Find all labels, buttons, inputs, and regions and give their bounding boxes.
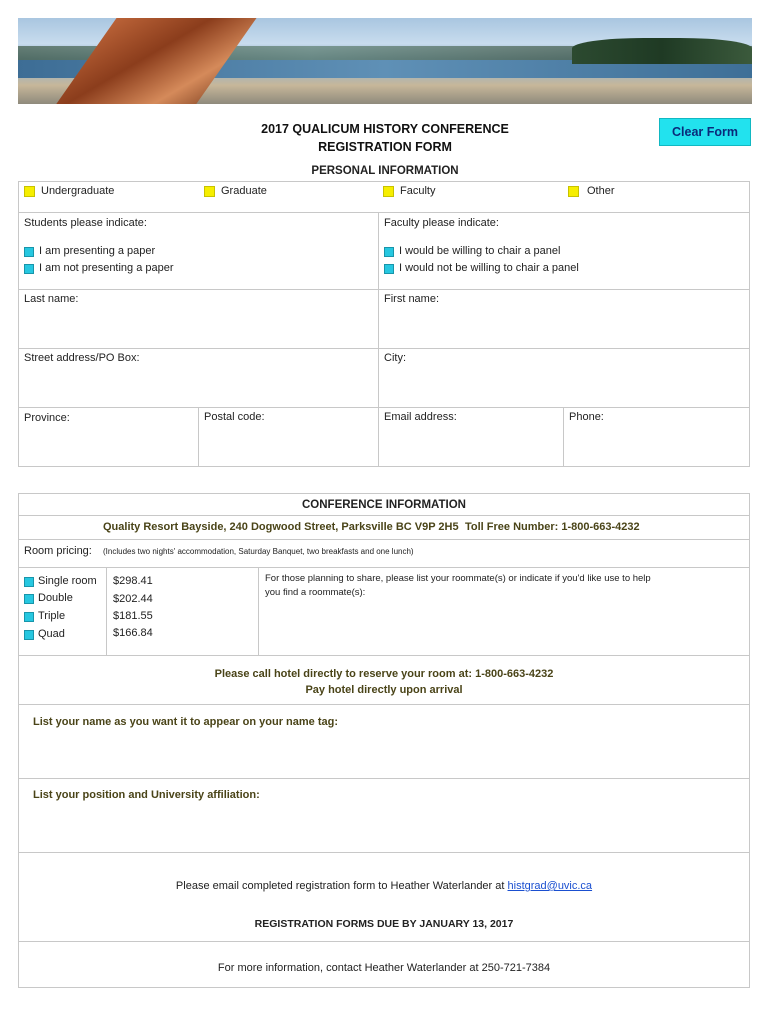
quad-room-label: Quad: [38, 628, 65, 640]
name-tag-label: List your name as you want it to appear on your name tag:: [33, 716, 338, 728]
venue-address: Quality Resort Bayside, 240 Dogwood Street, Parksville BC V9P 2H5: [103, 521, 459, 533]
undergraduate-label: Undergraduate: [41, 185, 115, 197]
contact-info: For more information, contact Heather Waterlander at 250-721-7384: [217, 962, 551, 974]
hotel-pay-note: Pay hotel directly upon arrival: [305, 684, 463, 696]
single-room-label: Single room: [38, 575, 97, 587]
email-instructions: [18, 880, 750, 892]
conference-info-heading: CONFERENCE INFORMATION: [302, 499, 466, 511]
other-checkbox[interactable]: [568, 186, 579, 197]
phone-label: Phone:: [569, 411, 604, 423]
single-room-price: $298.41: [113, 575, 153, 587]
personal-info-heading: PERSONAL INFORMATION: [311, 165, 459, 177]
faculty-label: Faculty: [400, 185, 436, 197]
quad-room-price: $166.84: [113, 627, 153, 639]
single-room-checkbox[interactable]: [24, 577, 34, 587]
faculty-indicate-label: Faculty please indicate:: [384, 217, 499, 229]
room-pricing-label: Room pricing:: [24, 545, 92, 557]
header-banner-image: [18, 18, 752, 104]
triple-room-checkbox[interactable]: [24, 612, 34, 622]
title-line-2: REGISTRATION FORM: [318, 140, 452, 154]
quad-room-checkbox[interactable]: [24, 630, 34, 640]
undergraduate-checkbox[interactable]: [24, 186, 35, 197]
presenting-paper-label: I am presenting a paper: [39, 245, 156, 257]
triple-room-price: $181.55: [113, 610, 153, 622]
registration-due-date: REGISTRATION FORMS DUE BY JANUARY 13, 2017: [254, 918, 514, 930]
faculty-checkbox[interactable]: [383, 186, 394, 197]
other-label: Other: [587, 185, 615, 197]
hotel-reserve-note: Please call hotel directly to reserve your room at: 1-800-663-4232: [214, 668, 554, 680]
first-name-label: First name:: [384, 293, 440, 305]
not-presenting-paper-checkbox[interactable]: [24, 264, 34, 274]
chair-panel-checkbox[interactable]: [384, 247, 394, 257]
page-title: [18, 120, 752, 156]
city-label: City:: [384, 352, 406, 364]
double-room-checkbox[interactable]: [24, 594, 34, 604]
students-indicate-label: Students please indicate:: [24, 217, 147, 229]
not-chair-panel-checkbox[interactable]: [384, 264, 394, 274]
roommate-instructions-1: For those planning to share, please list your roommate(s) or indicate if you'd like use to help: [265, 573, 651, 584]
double-room-label: Double: [38, 592, 73, 604]
double-room-price: $202.44: [113, 593, 153, 605]
not-chair-panel-label: I would not be willing to chair a panel: [399, 262, 579, 274]
chair-panel-label: I would be willing to chair a panel: [399, 245, 561, 257]
not-presenting-paper-label: I am not presenting a paper: [39, 262, 174, 274]
email-link[interactable]: histgrad@uvic.ca: [507, 880, 593, 892]
graduate-checkbox[interactable]: [204, 186, 215, 197]
title-line-1: 2017 QUALICUM HISTORY CONFERENCE: [261, 122, 509, 136]
street-label: Street address/PO Box:: [24, 352, 140, 364]
presenting-paper-checkbox[interactable]: [24, 247, 34, 257]
triple-room-label: Triple: [38, 610, 66, 622]
email-label: Email address:: [384, 411, 457, 423]
postal-code-label: Postal code:: [204, 411, 265, 423]
province-label: Province:: [24, 412, 70, 424]
clear-form-button[interactable]: Clear Form: [659, 118, 751, 146]
position-affiliation-label: List your position and University affiliation:: [33, 789, 260, 801]
room-pricing-note: (Includes two nights' accommodation, Saturday Banquet, two breakfasts and one lunch): [103, 547, 414, 556]
email-instructions-text: Please email completed registration form to Heather Waterlander at: [175, 880, 505, 892]
roommate-instructions-2: you find a roommate(s):: [265, 587, 366, 598]
toll-free-number: Toll Free Number: 1-800-663-4232: [465, 521, 640, 533]
graduate-label: Graduate: [221, 185, 267, 197]
last-name-label: Last name:: [24, 293, 79, 305]
